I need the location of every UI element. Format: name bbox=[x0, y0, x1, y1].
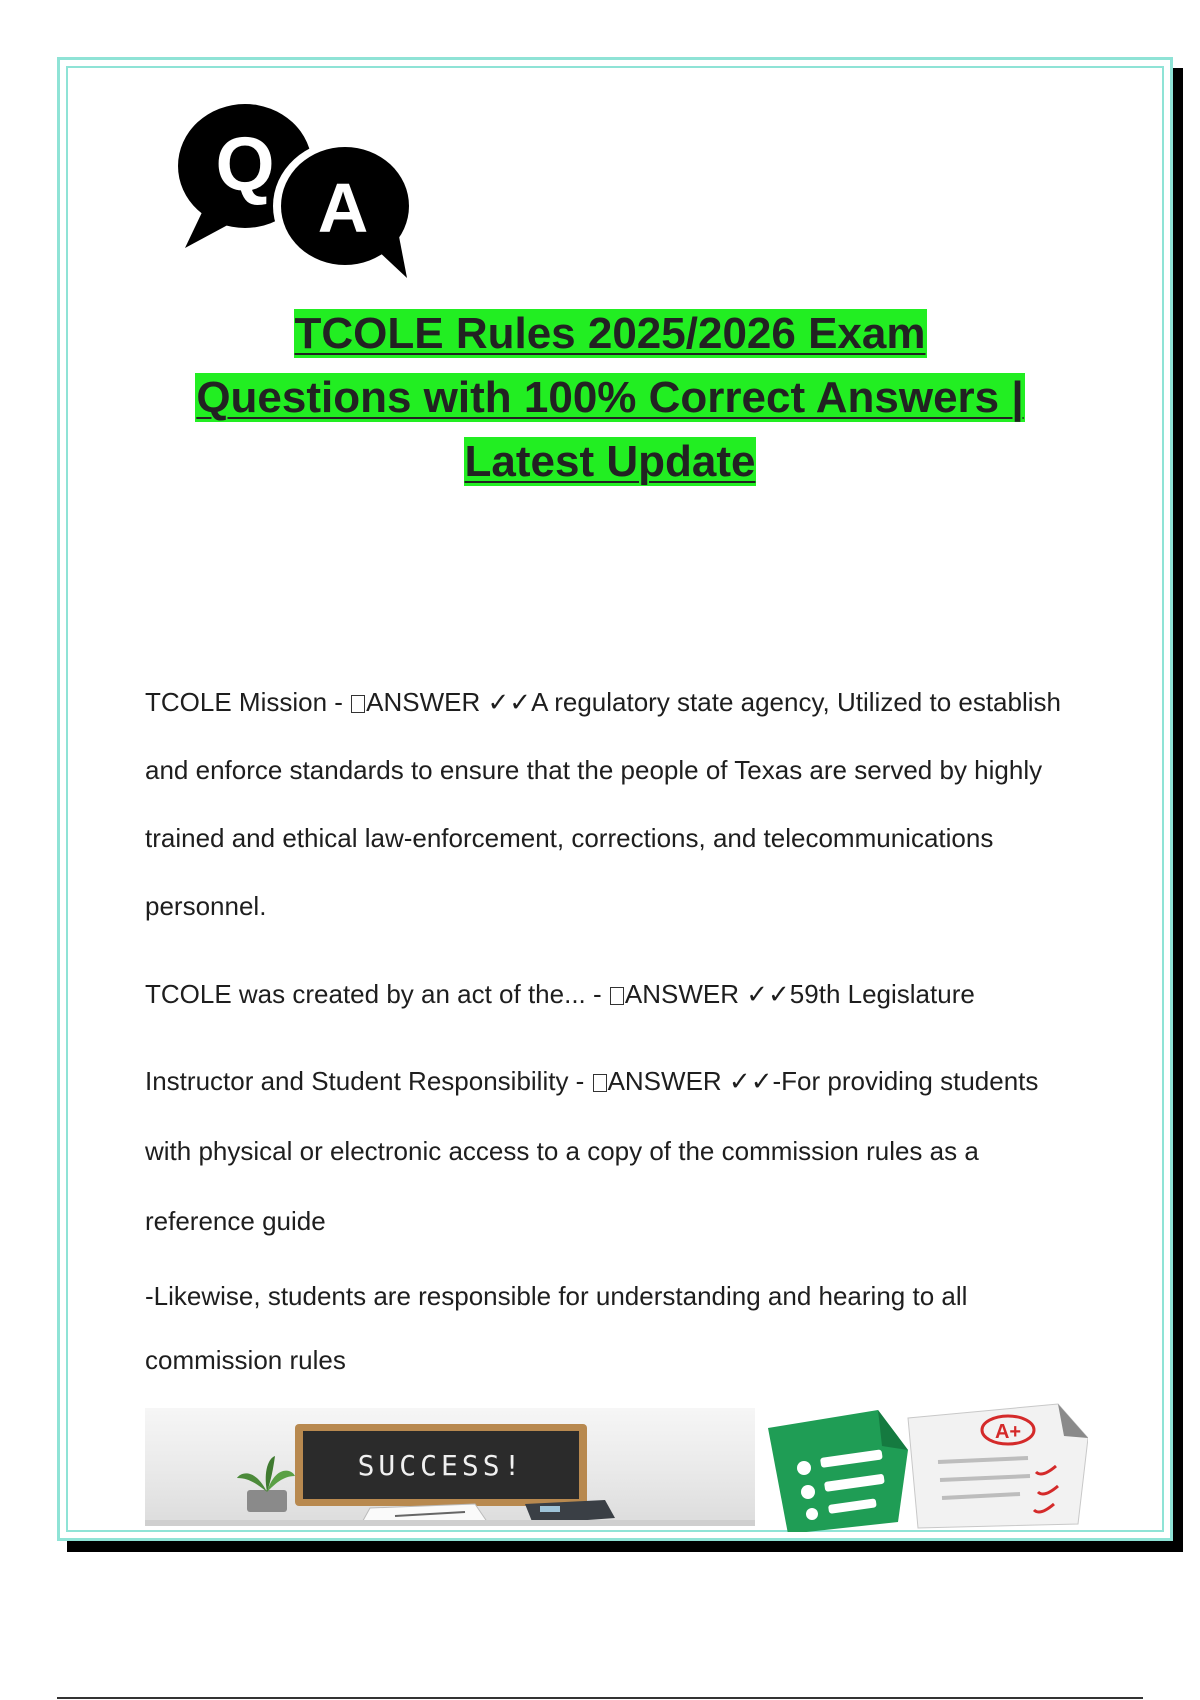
title-line-1: TCOLE Rules 2025/2026 Exam bbox=[294, 309, 926, 358]
qa-item bbox=[145, 668, 1075, 940]
missing-glyph-icon bbox=[593, 1074, 607, 1092]
answer-text: 59th Legislature bbox=[789, 979, 975, 1009]
spreadsheet-doc-icon bbox=[768, 1410, 908, 1532]
graded-paper-icon bbox=[908, 1404, 1088, 1528]
grades-illustration bbox=[758, 1402, 1088, 1532]
grade-text: A+ bbox=[994, 1421, 1022, 1443]
qa-item bbox=[145, 970, 1075, 1018]
a-letter: A bbox=[317, 169, 369, 247]
qa-speech-bubbles-logo bbox=[175, 98, 430, 283]
success-text: SUCCESS! bbox=[357, 1449, 525, 1482]
success-banner-image bbox=[145, 1408, 755, 1526]
a-bubble-icon bbox=[273, 140, 417, 278]
title-line-2: Questions with 100% Correct Answers | bbox=[196, 373, 1024, 422]
missing-glyph-icon bbox=[351, 695, 365, 713]
answer-prefix: ANSWER ✓✓ bbox=[607, 1066, 773, 1096]
footer-divider bbox=[57, 1697, 1143, 1699]
success-scene bbox=[145, 1408, 755, 1526]
document-title bbox=[140, 302, 1080, 494]
question-text: TCOLE was created by an act of the... - bbox=[145, 979, 609, 1009]
answer-text: A regulatory state agency, Utilized to establish and enforce standards to ensure that the people of Texas are served by highly trained and ethical law-enforcement, corrections, and telecommunications personnel. bbox=[145, 687, 1061, 921]
answer-text: -For providing students with physical or electronic access to a copy of the commission rules as a reference guide bbox=[145, 1066, 1039, 1236]
answer-prefix: ANSWER ✓✓ bbox=[366, 687, 532, 717]
question-text: TCOLE Mission - bbox=[145, 687, 351, 717]
qa-item bbox=[145, 1046, 1075, 1256]
missing-glyph-icon bbox=[610, 987, 624, 1005]
question-text: Instructor and Student Responsibility - bbox=[145, 1066, 592, 1096]
qa-content bbox=[145, 668, 1075, 1392]
title-line-3: Latest Update bbox=[464, 437, 756, 486]
continuation-text: -Likewise, students are responsible for understanding and hearing to all commission rules bbox=[145, 1281, 968, 1375]
answer-prefix: ANSWER ✓✓ bbox=[624, 979, 790, 1009]
q-letter: Q bbox=[215, 122, 275, 207]
